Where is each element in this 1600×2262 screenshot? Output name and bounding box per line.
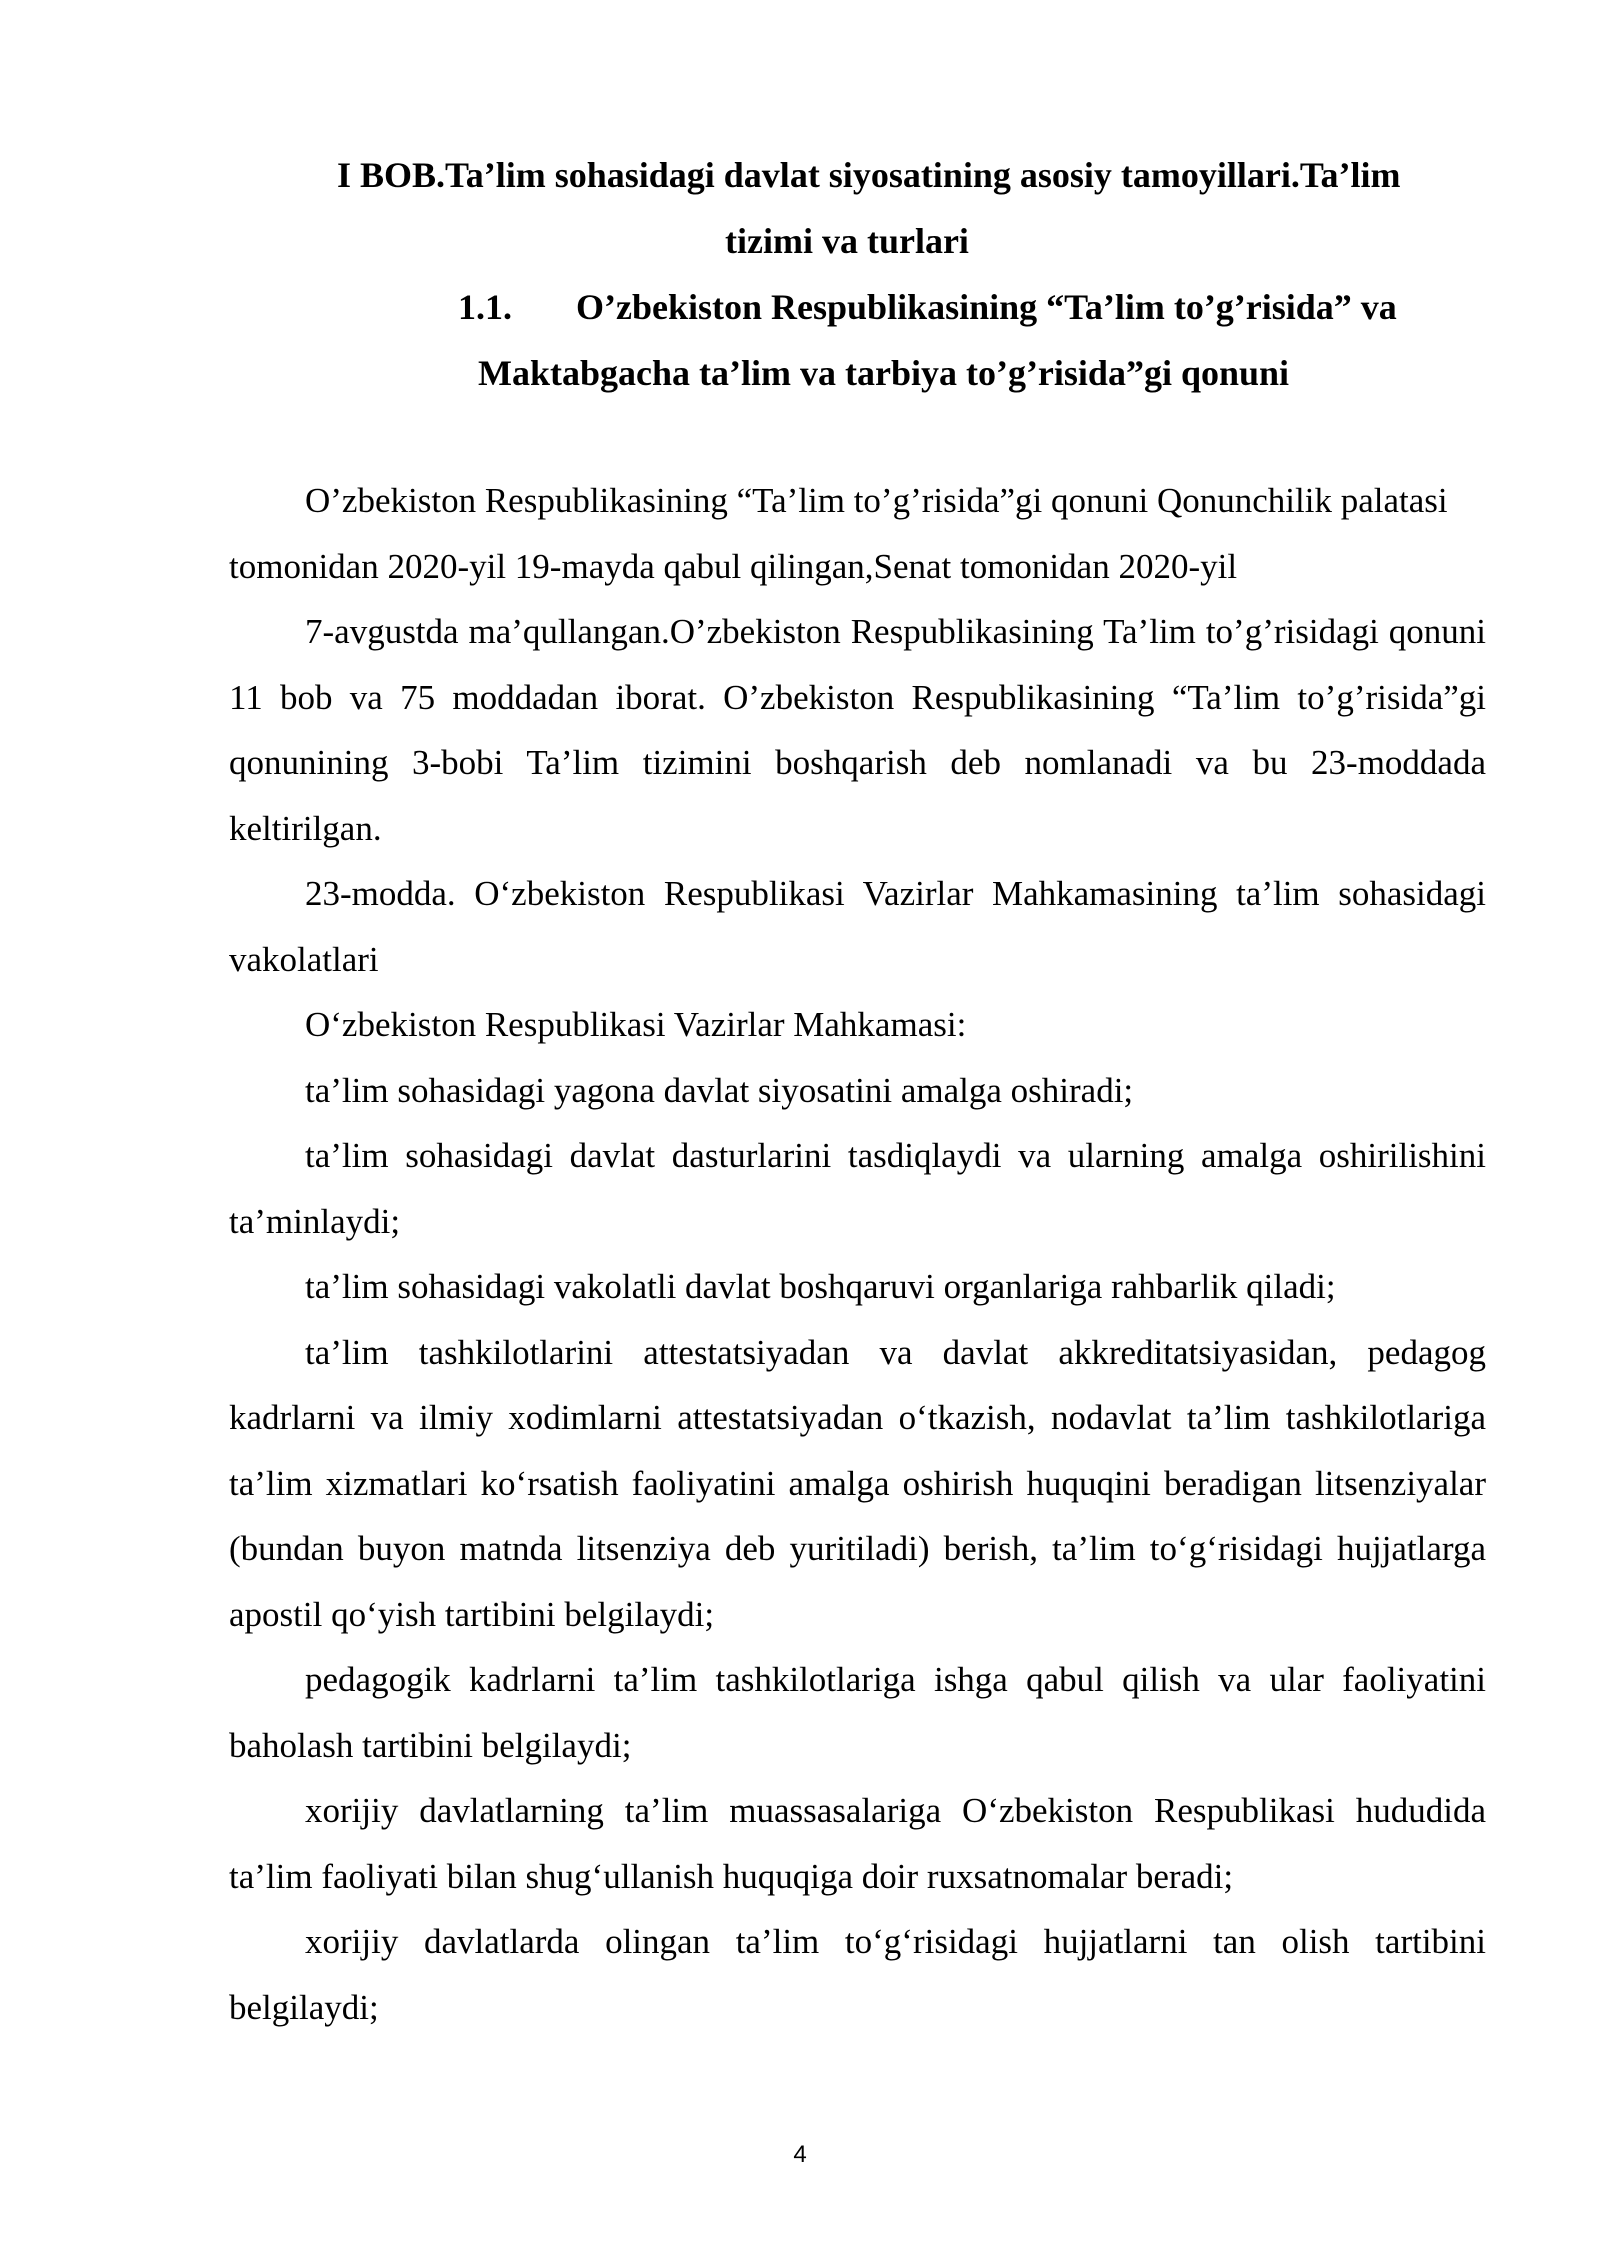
list-item-foreign-institutions: xorijiy davlatlarning ta’lim muassasalariga O‘zbekiston Respublikasi hududida ta’lim faoliyati bilan shug‘ullanish huquqiga doir ruxsatnomalar beradi; [229, 1791, 1486, 1896]
paragraph-law-structure: 7-avgustda ma’qullangan.O’zbekiston Respublikasining Ta’lim to’g’risidagi qonuni 11 bob va 75 moddadan iborat. O’zbekiston Respublikasining “Ta’lim to’g’risida”gi qonunining 3-bobi Ta’lim tizimini boshqarish deb nomlanadi va bu 23-moddada keltirilgan. [229, 612, 1486, 848]
chapter-title-line-1: I BOB.Ta’lim sohasidagi davlat siyosatining asosiy tamoyillari.Ta’lim [337, 155, 1401, 195]
list-item-foreign-documents: xorijiy davlatlarda olingan ta’lim to‘g‘risidagi hujjatlarni tan olish tartibini belgilaydi; [229, 1922, 1486, 2027]
paragraph-article-23-title: 23-modda. O‘zbekiston Respublikasi Vazirlar Mahkamasining ta’lim sohasidagi vakolatlari [229, 874, 1486, 979]
section-number: 1.1. [458, 287, 512, 327]
paragraph-cabinet-intro: O‘zbekiston Respublikasi Vazirlar Mahkamasi: [305, 1005, 967, 1044]
section-title-line-1 [458, 274, 1397, 340]
section-title-text: O’zbekiston Respublikasining “Ta’lim to’g’risida” va [576, 287, 1397, 327]
section-title-line-2: Maktabgacha ta’lim va tarbiya to’g’risida”gi qonuni [478, 353, 1290, 393]
list-item-state-policy: ta’lim sohasidagi yagona davlat siyosatini amalga oshiradi; [305, 1070, 1134, 1110]
list-item-attestation-licensing: ta’lim tashkilotlarini attestatsiyadan va davlat akkreditatsiyasidan, pedagog kadrlarni va ilmiy xodimlarni attestatsiyadan o‘tkazish, nodavlat ta’lim tashkilotlariga ta’lim xizmatlari ko‘rsatish faoliyatini amalga oshirish huquqini beradigan litsenziyalar (bundan buyon matnda litsenziya deb yuritiladi) berish, ta’lim to‘g‘risidagi hujjatlarga apostil qo‘yish tartibini belgilaydi; [229, 1332, 1486, 1634]
page-number: 4 [793, 2141, 807, 2168]
list-item-management-bodies: ta’lim sohasidagi vakolatli davlat boshqaruvi organlariga rahbarlik qiladi; [305, 1267, 1336, 1306]
body-text [229, 468, 1486, 2040]
chapter-title-line-2: tizimi va turlari [725, 221, 969, 261]
list-item-pedagogical-staff: pedagogik kadrlarni ta’lim tashkilotlariga ishga qabul qilish va ular faoliyatini baholash tartibini belgilaydi; [229, 1660, 1486, 1765]
paragraph-law-adoption: O’zbekiston Respublikasining “Ta’lim to’g’risida”gi qonuni Qonunchilik palatasi tomonidan 2020-yil 19-mayda qabul qilingan,Senat tomonidan 2020-yil [229, 481, 1448, 586]
list-item-state-programs: ta’lim sohasidagi davlat dasturlarini tasdiqlaydi va ularning amalga oshirilishini ta’minlaydi; [229, 1136, 1486, 1241]
